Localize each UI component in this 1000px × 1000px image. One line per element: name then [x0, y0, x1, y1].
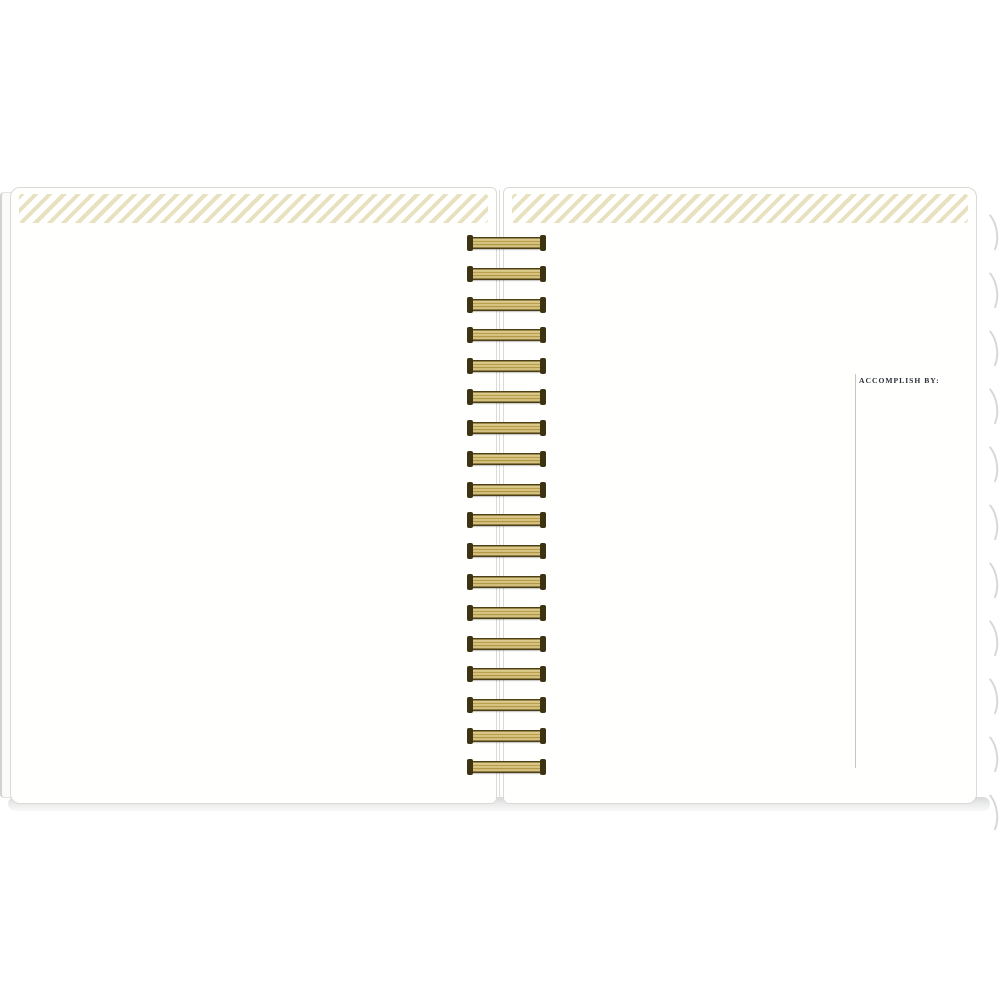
binding-coil: [468, 360, 545, 372]
binding-coil: [468, 730, 545, 742]
binding-coil: [468, 607, 545, 619]
right-page: [503, 187, 977, 804]
accomplish-column-divider: [855, 374, 856, 768]
binding-coil: [468, 638, 545, 650]
stripe-band-right: [512, 194, 968, 223]
accomplish-by-label: ACCOMPLISH BY:: [859, 376, 940, 385]
binding-coil: [468, 391, 545, 403]
left-page: [10, 187, 497, 804]
binding-coil: [468, 545, 545, 557]
binding-coil: [468, 237, 545, 249]
stripe-band-left: [19, 194, 488, 223]
binding-coil: [468, 329, 545, 341]
binding-coil: [468, 453, 545, 465]
binding-coil: [468, 668, 545, 680]
binding-coil: [468, 268, 545, 280]
binding-coil: [468, 299, 545, 311]
binding-coil: [468, 576, 545, 588]
binding-coil: [468, 761, 545, 773]
binding-coil: [468, 699, 545, 711]
binding-coil: [468, 484, 545, 496]
binding-coil: [468, 514, 545, 526]
binding-coil: [468, 422, 545, 434]
